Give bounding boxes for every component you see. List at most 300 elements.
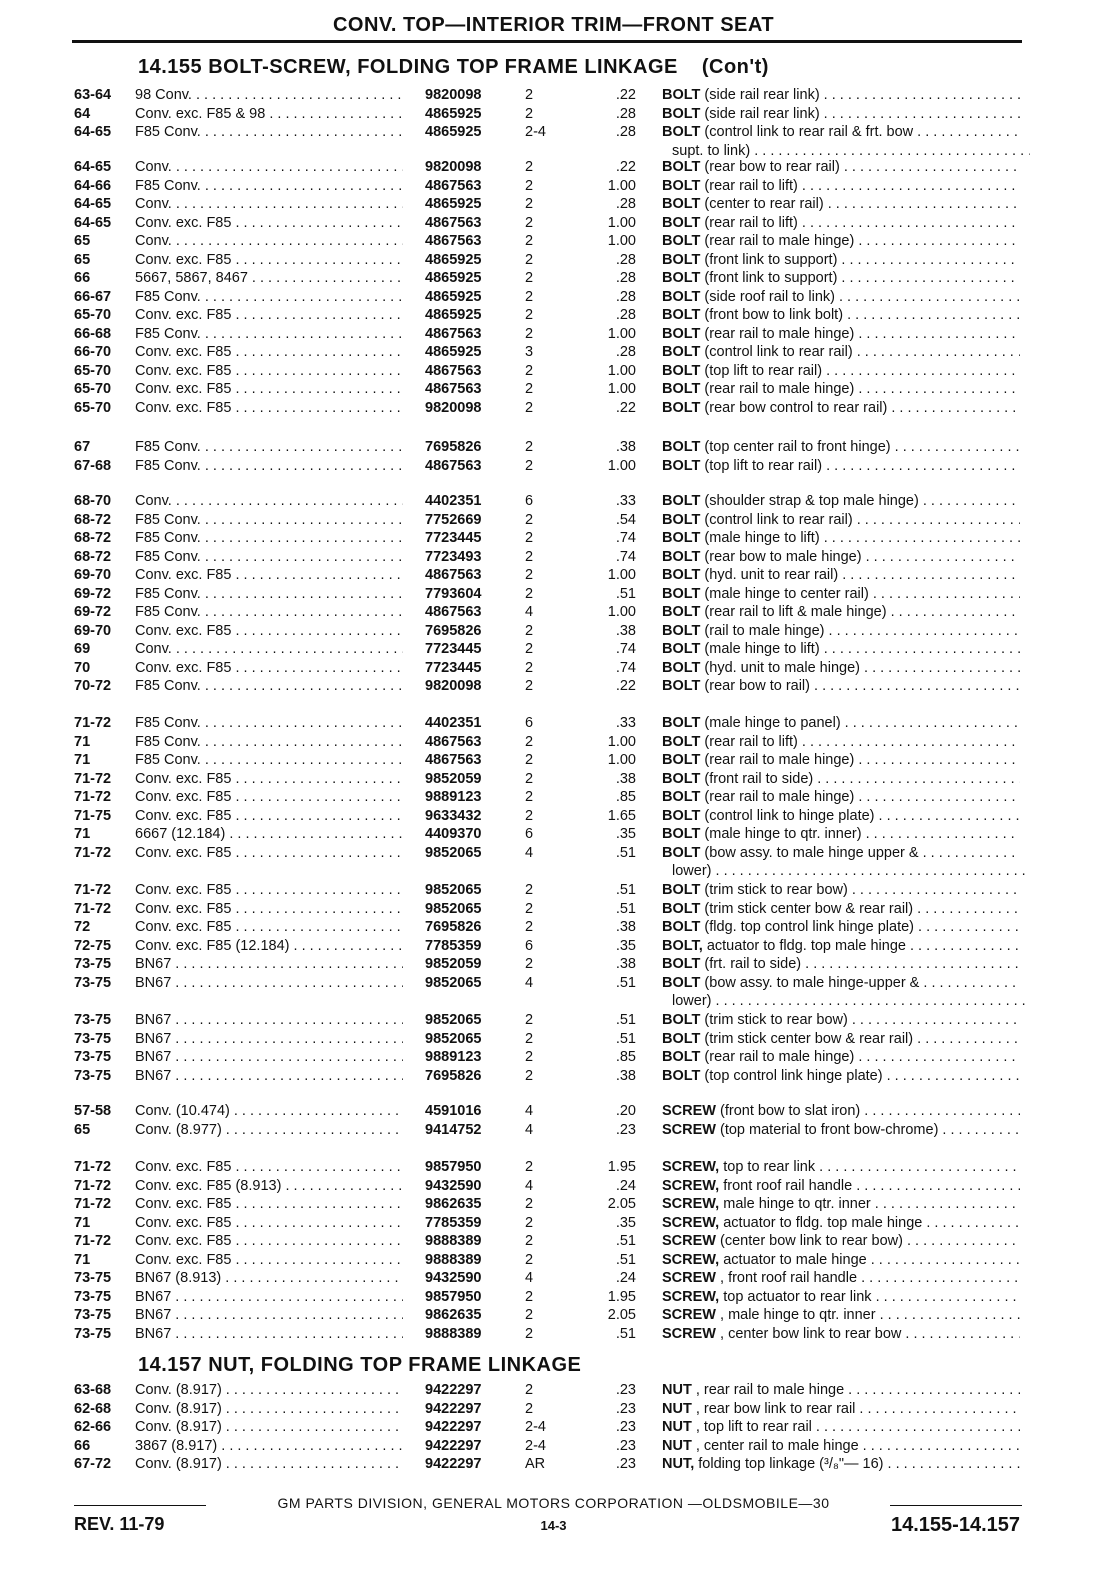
part-name: BOLT — [662, 1067, 701, 1084]
part-name: BOLT — [662, 177, 701, 194]
quantity-cell: 2 — [525, 362, 534, 379]
price-cell: .28 — [615, 270, 636, 286]
part-description: (control link to rear rail & frt. bow . . . — [704, 124, 1020, 140]
price-cell: 1.00 — [607, 381, 636, 397]
description-cell — [662, 1102, 1020, 1120]
description-cell — [662, 288, 1020, 306]
footer-section-range: 14.155-14.157 — [890, 1514, 1020, 1536]
model-cell: Conv. exc. F85 (8.913) . . . — [135, 1177, 403, 1195]
table-row — [0, 659, 1107, 677]
part-number-cell: 4402351 — [425, 715, 482, 731]
description-cell — [662, 1048, 1020, 1066]
part-number-cell: 7695826 — [425, 439, 482, 455]
part-description: (front link to support) . . . — [704, 252, 1020, 268]
price-cell: .23 — [615, 1437, 636, 1454]
description-cell — [662, 1214, 1020, 1232]
year-cell: 63-64 — [74, 87, 112, 103]
quantity-cell: 2 — [525, 233, 534, 249]
quantity-cell: 2 — [525, 900, 534, 917]
model-cell: Conv. exc. F85 . . . — [135, 1158, 403, 1176]
part-number-cell: 9857950 — [425, 1159, 482, 1175]
description-cell — [662, 1325, 1020, 1343]
part-name: BOLT — [662, 659, 701, 676]
model-cell: BN67 (8.913) . . . — [135, 1269, 403, 1287]
part-number-cell: 4865925 — [425, 124, 482, 140]
description-cell — [662, 825, 1020, 843]
model-cell: Conv. exc. F85 . . . — [135, 900, 403, 918]
table-row — [0, 548, 1107, 566]
year-cell: 66-70 — [74, 344, 112, 360]
price-cell: .51 — [615, 1325, 636, 1342]
price-cell: .51 — [615, 974, 636, 991]
price-cell: .51 — [615, 585, 636, 602]
quantity-cell: 4 — [525, 1121, 534, 1138]
model-cell: Conv. exc. F85 . . . — [135, 844, 403, 862]
description-cell — [662, 105, 1020, 123]
quantity-cell: 2 — [525, 1049, 534, 1065]
part-number-cell: 4867563 — [425, 233, 482, 249]
quantity-cell: 6 — [525, 715, 534, 731]
table-row — [0, 937, 1107, 955]
price-cell: .22 — [615, 159, 636, 175]
part-name: BOLT — [662, 752, 701, 768]
year-cell: 69-72 — [74, 585, 112, 602]
year-cell: 69-72 — [74, 604, 112, 620]
part-name: BOLT — [662, 1012, 701, 1028]
part-description: (male hinge to qtr. inner) . . . — [704, 826, 1020, 842]
part-description: (male hinge to center rail) . . . — [704, 586, 1020, 602]
table-row — [0, 529, 1107, 547]
model-cell: Conv. exc. F85 . . . — [135, 788, 403, 806]
year-cell: 65 — [74, 233, 91, 249]
quantity-cell: 2 — [525, 585, 534, 602]
price-cell: .28 — [615, 288, 636, 305]
quantity-cell: 2 — [525, 919, 534, 935]
part-number-cell: 4867563 — [425, 177, 482, 194]
quantity-cell: 4 — [525, 844, 534, 861]
part-description: (front bow to link bolt) . . . — [704, 307, 1020, 323]
model-cell: Conv. exc. F85 . . . — [135, 659, 403, 677]
price-cell: .74 — [615, 659, 636, 676]
table-row — [0, 640, 1107, 658]
table-row — [0, 955, 1107, 973]
price-cell: 1.95 — [607, 1159, 636, 1175]
model-cell: Conv. exc. F85 . . . — [135, 770, 403, 788]
part-name: BOLT — [662, 325, 701, 342]
description-cell — [662, 603, 1020, 621]
price-cell: .85 — [615, 789, 636, 805]
part-number-cell: 7793604 — [425, 585, 482, 602]
year-cell: 71-72 — [74, 882, 112, 898]
quantity-cell: 2 — [525, 1288, 534, 1305]
part-number-cell: 4867563 — [425, 604, 482, 620]
part-name: BOLT — [662, 882, 701, 898]
price-cell: 1.00 — [607, 604, 636, 620]
part-name: BOLT — [662, 733, 701, 750]
part-description: (rear rail to lift & male hinge) . . . — [704, 604, 1020, 620]
table-row — [0, 585, 1107, 603]
year-cell: 62-66 — [74, 1419, 112, 1435]
quantity-cell: 2 — [525, 882, 534, 898]
part-description: (rear bow to rail) . . . — [704, 678, 1020, 694]
part-number-cell: 7695826 — [425, 919, 482, 935]
part-number-cell: 9852065 — [425, 882, 482, 898]
price-cell: 1.00 — [607, 177, 636, 194]
part-name: BOLT — [662, 956, 701, 972]
quantity-cell: 2 — [525, 1067, 534, 1084]
quantity-cell: 2 — [525, 1325, 534, 1342]
price-cell: .24 — [615, 1270, 636, 1286]
description-cell — [662, 343, 1020, 361]
part-number-cell: 4865925 — [425, 288, 482, 305]
description-cell — [672, 142, 1030, 160]
part-name: SCREW — [662, 1307, 716, 1323]
part-name: BOLT — [662, 844, 701, 861]
part-description: , male hinge to qtr. inner . . . — [720, 1307, 1020, 1323]
part-name: SCREW — [662, 1103, 716, 1119]
part-description: (control link to rear rail) . . . — [704, 512, 1020, 528]
table-row — [0, 214, 1107, 232]
part-number-cell: 4865925 — [425, 251, 482, 268]
table-row — [0, 105, 1107, 123]
table-row — [0, 1030, 1107, 1048]
price-cell: .28 — [615, 251, 636, 268]
year-cell: 64 — [74, 105, 91, 122]
price-cell: .22 — [615, 87, 636, 103]
part-name: BOLT — [662, 974, 701, 991]
price-cell: .38 — [615, 622, 636, 639]
part-number-cell: 9633432 — [425, 807, 482, 824]
quantity-cell: 2 — [525, 622, 534, 639]
price-cell: .35 — [615, 1214, 636, 1231]
part-description: (rear bow to rear rail) . . . — [704, 159, 1020, 175]
description-cell — [662, 807, 1020, 825]
price-cell: .23 — [615, 1419, 636, 1435]
model-cell: Conv. (8.917) . . . — [135, 1400, 403, 1418]
model-cell: Conv. exc. F85 . . . — [135, 918, 403, 936]
price-cell: .22 — [615, 399, 636, 416]
model-cell: BN67 . . . — [135, 1011, 403, 1029]
part-description: (front bow to slat iron) . . . — [720, 1103, 1020, 1119]
table-row — [0, 807, 1107, 825]
table-row — [0, 751, 1107, 769]
year-cell: 62-68 — [74, 1400, 112, 1417]
quantity-cell: 2 — [525, 457, 534, 474]
part-description: (trim stick to rear bow) . . . — [704, 882, 1020, 898]
part-number-cell: 4865925 — [425, 270, 482, 286]
part-description: (hyd. unit to male hinge) . . . — [704, 660, 1020, 676]
year-cell: 72 — [74, 919, 91, 935]
part-name: SCREW, — [662, 1177, 720, 1194]
part-name: SCREW — [662, 1121, 716, 1138]
part-name: BOLT — [662, 399, 701, 416]
quantity-cell: 2 — [525, 1030, 534, 1047]
year-cell: 71-72 — [74, 770, 112, 787]
footer-publisher-line: GM PARTS DIVISION, GENERAL MOTORS CORPORATION —OLDSMOBILE—30 — [277, 1495, 830, 1511]
description-cell — [662, 1177, 1020, 1195]
price-cell: .38 — [615, 1067, 636, 1084]
description-cell — [662, 214, 1020, 232]
model-cell: Conv. exc. F85 . . . — [135, 380, 403, 398]
description-cell — [662, 1306, 1020, 1324]
section-title-text: 14.155 BOLT-SCREW, FOLDING TOP FRAME LINKAGE — [138, 56, 678, 78]
table-row — [0, 123, 1107, 141]
part-name: SCREW — [662, 1270, 716, 1286]
year-cell: 71-75 — [74, 807, 112, 824]
quantity-cell: 2 — [525, 1307, 534, 1323]
part-name: SCREW — [662, 1325, 716, 1342]
model-cell: Conv. exc. F85 . . . — [135, 343, 403, 361]
description-cell — [662, 251, 1020, 269]
description-cell — [662, 1381, 1020, 1399]
part-name: BOLT — [662, 1049, 701, 1065]
description-cell — [662, 1269, 1020, 1287]
part-description: , center rail to male hinge . . . — [696, 1438, 1020, 1454]
quantity-cell: 2 — [525, 1251, 534, 1268]
year-cell: 73-75 — [74, 1049, 112, 1065]
description-cell — [662, 659, 1020, 677]
price-cell: .23 — [615, 1456, 636, 1472]
quantity-cell: 2 — [525, 1196, 534, 1212]
quantity-cell: 4 — [525, 1177, 534, 1194]
table-row — [0, 1455, 1107, 1473]
year-cell: 69 — [74, 641, 91, 657]
price-cell: .28 — [615, 344, 636, 360]
table-row — [0, 1288, 1107, 1306]
part-description: supt. to link) . . . — [672, 143, 1030, 159]
model-cell: 3867 (8.917) . . . — [135, 1437, 403, 1455]
price-cell: 1.00 — [607, 752, 636, 768]
part-description: (rear bow control to rear rail) . . . — [704, 400, 1020, 416]
part-description: (rear rail to lift) . . . — [704, 178, 1020, 194]
model-cell: BN67 . . . — [135, 955, 403, 973]
part-number-cell: 9889123 — [425, 789, 482, 805]
part-name: NUT — [662, 1400, 692, 1417]
quantity-cell: 2 — [525, 399, 534, 416]
quantity-cell: 2 — [525, 381, 534, 397]
table-row — [0, 1400, 1107, 1418]
price-cell: .74 — [615, 548, 636, 565]
year-cell: 64-65 — [74, 196, 112, 212]
part-description: (trim stick center bow & rear rail) . . . — [704, 901, 1020, 917]
part-description: (top lift to rear rail) . . . — [704, 363, 1020, 379]
description-cell — [662, 900, 1020, 918]
model-cell: Conv. exc. F85 . . . — [135, 1251, 403, 1269]
model-cell: Conv. (10.474) . . . — [135, 1102, 403, 1120]
part-name: BOLT — [662, 567, 701, 583]
table-row — [0, 1011, 1107, 1029]
table-row — [0, 844, 1107, 862]
quantity-cell: 6 — [525, 937, 534, 954]
part-description: (top center rail to front hinge) . . . — [704, 439, 1020, 455]
part-name: BOLT — [662, 641, 701, 657]
quantity-cell: 2 — [525, 752, 534, 768]
table-row — [0, 306, 1107, 324]
part-name: BOLT — [662, 511, 701, 528]
part-name: SCREW, — [662, 1214, 720, 1231]
price-cell: .24 — [615, 1177, 636, 1194]
year-cell: 71-72 — [74, 844, 112, 861]
part-description: (side roof rail to link) . . . — [704, 289, 1020, 305]
quantity-cell: 2 — [525, 770, 534, 787]
part-number-cell: 7723445 — [425, 530, 482, 546]
year-cell: 69-70 — [74, 567, 112, 583]
description-cell — [662, 733, 1020, 751]
model-cell: Conv. exc. F85 & 98 . . . — [135, 105, 403, 123]
table-row — [0, 1437, 1107, 1455]
price-cell: .38 — [615, 770, 636, 787]
price-cell: .38 — [615, 439, 636, 455]
model-cell: Conv. exc. F85 . . . — [135, 807, 403, 825]
year-cell: 71 — [74, 1214, 91, 1231]
part-number-cell: 9432590 — [425, 1177, 482, 1194]
part-description: actuator to fldg. top male hinge . . . — [707, 938, 1020, 954]
table-row — [0, 288, 1107, 306]
description-cell — [662, 362, 1020, 380]
part-description: lower) . . . — [672, 993, 1030, 1009]
model-cell: Conv. exc. F85 . . . — [135, 881, 403, 899]
quantity-cell: 2-4 — [525, 1437, 546, 1454]
model-cell: F85 Conv. . . . — [135, 457, 403, 475]
model-cell: Conv. (8.977) . . . — [135, 1121, 403, 1139]
model-cell: F85 Conv. . . . — [135, 288, 403, 306]
part-description: (frt. rail to side) . . . — [704, 956, 1020, 972]
model-cell: F85 Conv. . . . — [135, 548, 403, 566]
table-row — [0, 269, 1107, 287]
quantity-cell: 4 — [525, 1270, 534, 1286]
part-number-cell: 9852065 — [425, 1030, 482, 1047]
price-cell: 1.00 — [607, 733, 636, 750]
part-name: BOLT — [662, 87, 701, 103]
table-row — [0, 511, 1107, 529]
model-cell: BN67 . . . — [135, 1048, 403, 1066]
description-cell — [662, 1455, 1020, 1473]
part-number-cell: 4402351 — [425, 493, 482, 509]
price-cell: .51 — [615, 882, 636, 898]
model-cell: F85 Conv. . . . — [135, 714, 403, 732]
part-name: BOLT — [662, 381, 701, 397]
model-cell: F85 Conv. . . . — [135, 585, 403, 603]
year-cell: 70 — [74, 659, 91, 676]
year-cell: 73-75 — [74, 1288, 112, 1305]
year-cell: 66 — [74, 1437, 91, 1454]
year-cell: 64-66 — [74, 177, 112, 194]
year-cell: 65-70 — [74, 381, 112, 397]
part-description: (male hinge to panel) . . . — [704, 715, 1020, 731]
part-name: SCREW, — [662, 1159, 720, 1175]
price-cell: .20 — [615, 1103, 636, 1119]
quantity-cell: 2 — [525, 196, 534, 212]
model-cell: Conv. . . . — [135, 195, 403, 213]
model-cell: Conv. (8.917) . . . — [135, 1381, 403, 1399]
model-cell: Conv. exc. F85 . . . — [135, 566, 403, 584]
description-cell — [662, 269, 1020, 287]
part-number-cell: 4409370 — [425, 826, 482, 842]
price-cell: .33 — [615, 715, 636, 731]
part-description: lower) . . . — [672, 863, 1030, 879]
year-cell: 64-65 — [74, 159, 112, 175]
part-description: (rear rail to male hinge) . . . — [704, 789, 1020, 805]
model-cell: BN67 . . . — [135, 1288, 403, 1306]
table-row — [0, 770, 1107, 788]
part-description: (center to rear rail) . . . — [704, 196, 1020, 212]
model-cell: BN67 . . . — [135, 1030, 403, 1048]
year-cell: 72-75 — [74, 937, 112, 954]
quantity-cell: 2 — [525, 270, 534, 286]
part-name: SCREW, — [662, 1196, 720, 1212]
price-cell: .51 — [615, 844, 636, 861]
description-cell — [662, 881, 1020, 899]
part-name: BOLT — [662, 307, 701, 323]
price-cell: .35 — [615, 826, 636, 842]
part-name: NUT, — [662, 1456, 695, 1472]
part-description: (rail to male hinge) . . . — [704, 623, 1020, 639]
table-row — [0, 1251, 1107, 1269]
part-number-cell: 7785359 — [425, 1214, 482, 1231]
footer-revision: REV. 11-79 — [74, 1514, 165, 1534]
model-cell: Conv. exc. F85 . . . — [135, 399, 403, 417]
table-row — [0, 825, 1107, 843]
year-cell: 66-67 — [74, 288, 112, 305]
part-number-cell: 4867563 — [425, 362, 482, 379]
description-cell — [662, 86, 1020, 104]
table-row — [0, 1177, 1107, 1195]
part-name: SCREW, — [662, 1251, 720, 1268]
model-cell: Conv. (8.917) . . . — [135, 1418, 403, 1436]
table-row — [0, 992, 1107, 1010]
year-cell: 71-72 — [74, 789, 112, 805]
part-description: (center bow link to rear bow) . . . — [720, 1233, 1020, 1249]
price-cell: .51 — [615, 1030, 636, 1047]
description-cell — [662, 1158, 1020, 1176]
year-cell: 71-72 — [74, 715, 112, 731]
table-row — [0, 900, 1107, 918]
part-number-cell: 9852065 — [425, 974, 482, 991]
description-cell — [662, 380, 1020, 398]
model-cell: 6667 (12.184) . . . — [135, 825, 403, 843]
model-cell: Conv. exc. F85 . . . — [135, 306, 403, 324]
year-cell: 68-72 — [74, 511, 112, 528]
description-cell — [662, 177, 1020, 195]
price-cell: .74 — [615, 530, 636, 546]
description-cell — [662, 399, 1020, 417]
price-cell: .23 — [615, 1382, 636, 1398]
price-cell: .28 — [615, 196, 636, 212]
quantity-cell: 2 — [525, 789, 534, 805]
description-cell — [662, 457, 1020, 475]
quantity-cell: 2 — [525, 1214, 534, 1231]
table-row — [0, 1102, 1107, 1120]
part-description: (bow assy. to male hinge upper & . . . — [704, 845, 1020, 861]
quantity-cell: 2 — [525, 1233, 534, 1249]
part-name: SCREW, — [662, 1288, 720, 1305]
part-name: BOLT — [662, 678, 701, 694]
part-name: BOLT — [662, 548, 701, 565]
quantity-cell: 6 — [525, 826, 534, 842]
part-description: (side rail rear link) . . . — [704, 106, 1020, 122]
part-description: (rear rail to male hinge) . . . — [704, 381, 1020, 397]
part-name: NUT — [662, 1437, 692, 1454]
part-description: (rear rail to male hinge) . . . — [704, 1049, 1020, 1065]
part-number-cell: 4867563 — [425, 752, 482, 768]
description-cell — [662, 1251, 1020, 1269]
model-cell: Conv. . . . — [135, 492, 403, 510]
price-cell: 1.65 — [607, 807, 636, 824]
quantity-cell: 2 — [525, 733, 534, 750]
year-cell: 71 — [74, 826, 91, 842]
model-cell: 5667, 5867, 8467 . . . — [135, 269, 403, 287]
description-cell — [662, 677, 1020, 695]
